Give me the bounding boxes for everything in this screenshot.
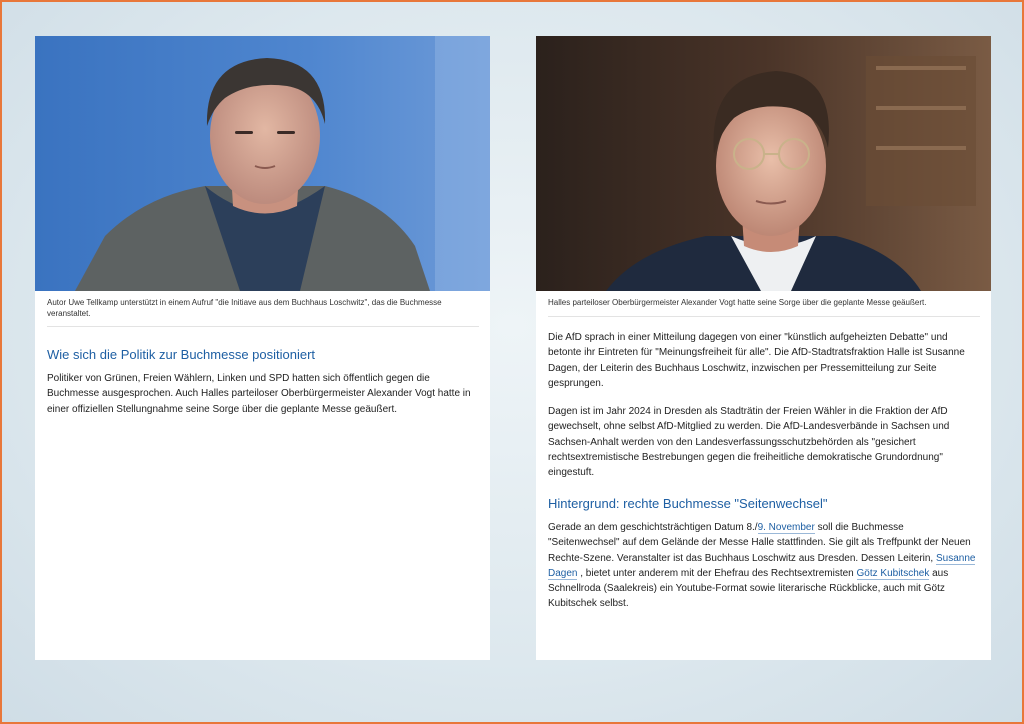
text-fragment: , bietet unter anderem mit der Ehefrau des Rechtsextremisten — [577, 567, 857, 579]
text-fragment: Gerade an dem geschichtsträchtigen Datum 8./ — [548, 522, 758, 533]
article-paragraph: Politiker von Grünen, Freien Wählern, Linken und SPD hatten sich öffentlich gegen die Buchmesse ausgesprochen. Auch Halles parteiloser Oberbürgermeister Alexander Vogt hatte in einer offiziellen Stellungnahme seine Sorge über die geplante Messe geäußert. — [47, 373, 471, 415]
text-fragment: soll die Buchmesse "Seitenwechsel" auf dem Gelände der Messe Halle stattfinden. Sie gilt als Treffpunkt der Neuen Rechte-Szene. Veranstalter ist das Buchhaus Loschwitz aus Dresden. Dessen Leiterin, — [548, 522, 971, 564]
article-page-left — [35, 36, 490, 660]
portrait-illustration — [35, 36, 490, 291]
section-heading: Wie sich die Politik zur Buchmesse positioniert — [47, 347, 316, 362]
link-goetz-kubitschek[interactable]: Götz Kubitschek — [856, 567, 930, 579]
link-9-november[interactable]: 9. November — [757, 522, 815, 533]
article-page-right — [536, 36, 991, 660]
article-photo-tellkamp — [35, 36, 490, 291]
photo-caption: Autor Uwe Tellkamp unterstützt in einem Aufruf "die Initiave aus dem Buchhaus Loschwitz", das die Buchmesse veranstaltet. — [47, 298, 442, 318]
text-fragment: aus Schnellroda (Saalekreis) ein Youtube-Format sowie literarische Rückblicke, auch mit Götz Kubitschek selbst. — [548, 567, 949, 610]
article-paragraph-2: Dagen ist im Jahr 2024 in Dresden als Stadträtin der Freien Wähler in die Fraktion der AfD gewechselt, ohne selbst AfD-Mitglied zu werden. Die AfD-Landesverbände in Sachsen und Sachsen-Anhalt werden von den Landesverfassungsschutzbehörden als "gesichert rechtsextremistische Bestrebungen gegen die freiheitliche demokratische Grundordnung" eingestuft. — [548, 406, 950, 479]
section-heading: Hintergrund: rechte Buchmesse "Seitenwechsel" — [548, 496, 828, 511]
portrait-illustration — [536, 36, 991, 291]
divider — [548, 316, 980, 317]
article-paragraph-1: Die AfD sprach in einer Mitteilung dagegen von einer "künstlich aufgeheizten Debatte" und betonte ihr Eintreten für "Meinungsfreiheit für alle". Die AfD-Stadtratsfraktion Halle ist Susanne Dagen, der Leiterin des Buchhaus Loschwitz, inzwischen per Pressemitteilung zur Seite gesprungen. — [548, 332, 965, 389]
article-paragraph-3 — [548, 520, 978, 612]
divider — [47, 326, 479, 327]
article-photo-vogt — [536, 36, 991, 291]
photo-caption: Halles parteiloser Oberbürgermeister Alexander Vogt hatte seine Sorge über die geplante Messe geäußert. — [548, 298, 927, 307]
link-susanne-dagen[interactable]: Susanne Dagen — [548, 552, 976, 579]
